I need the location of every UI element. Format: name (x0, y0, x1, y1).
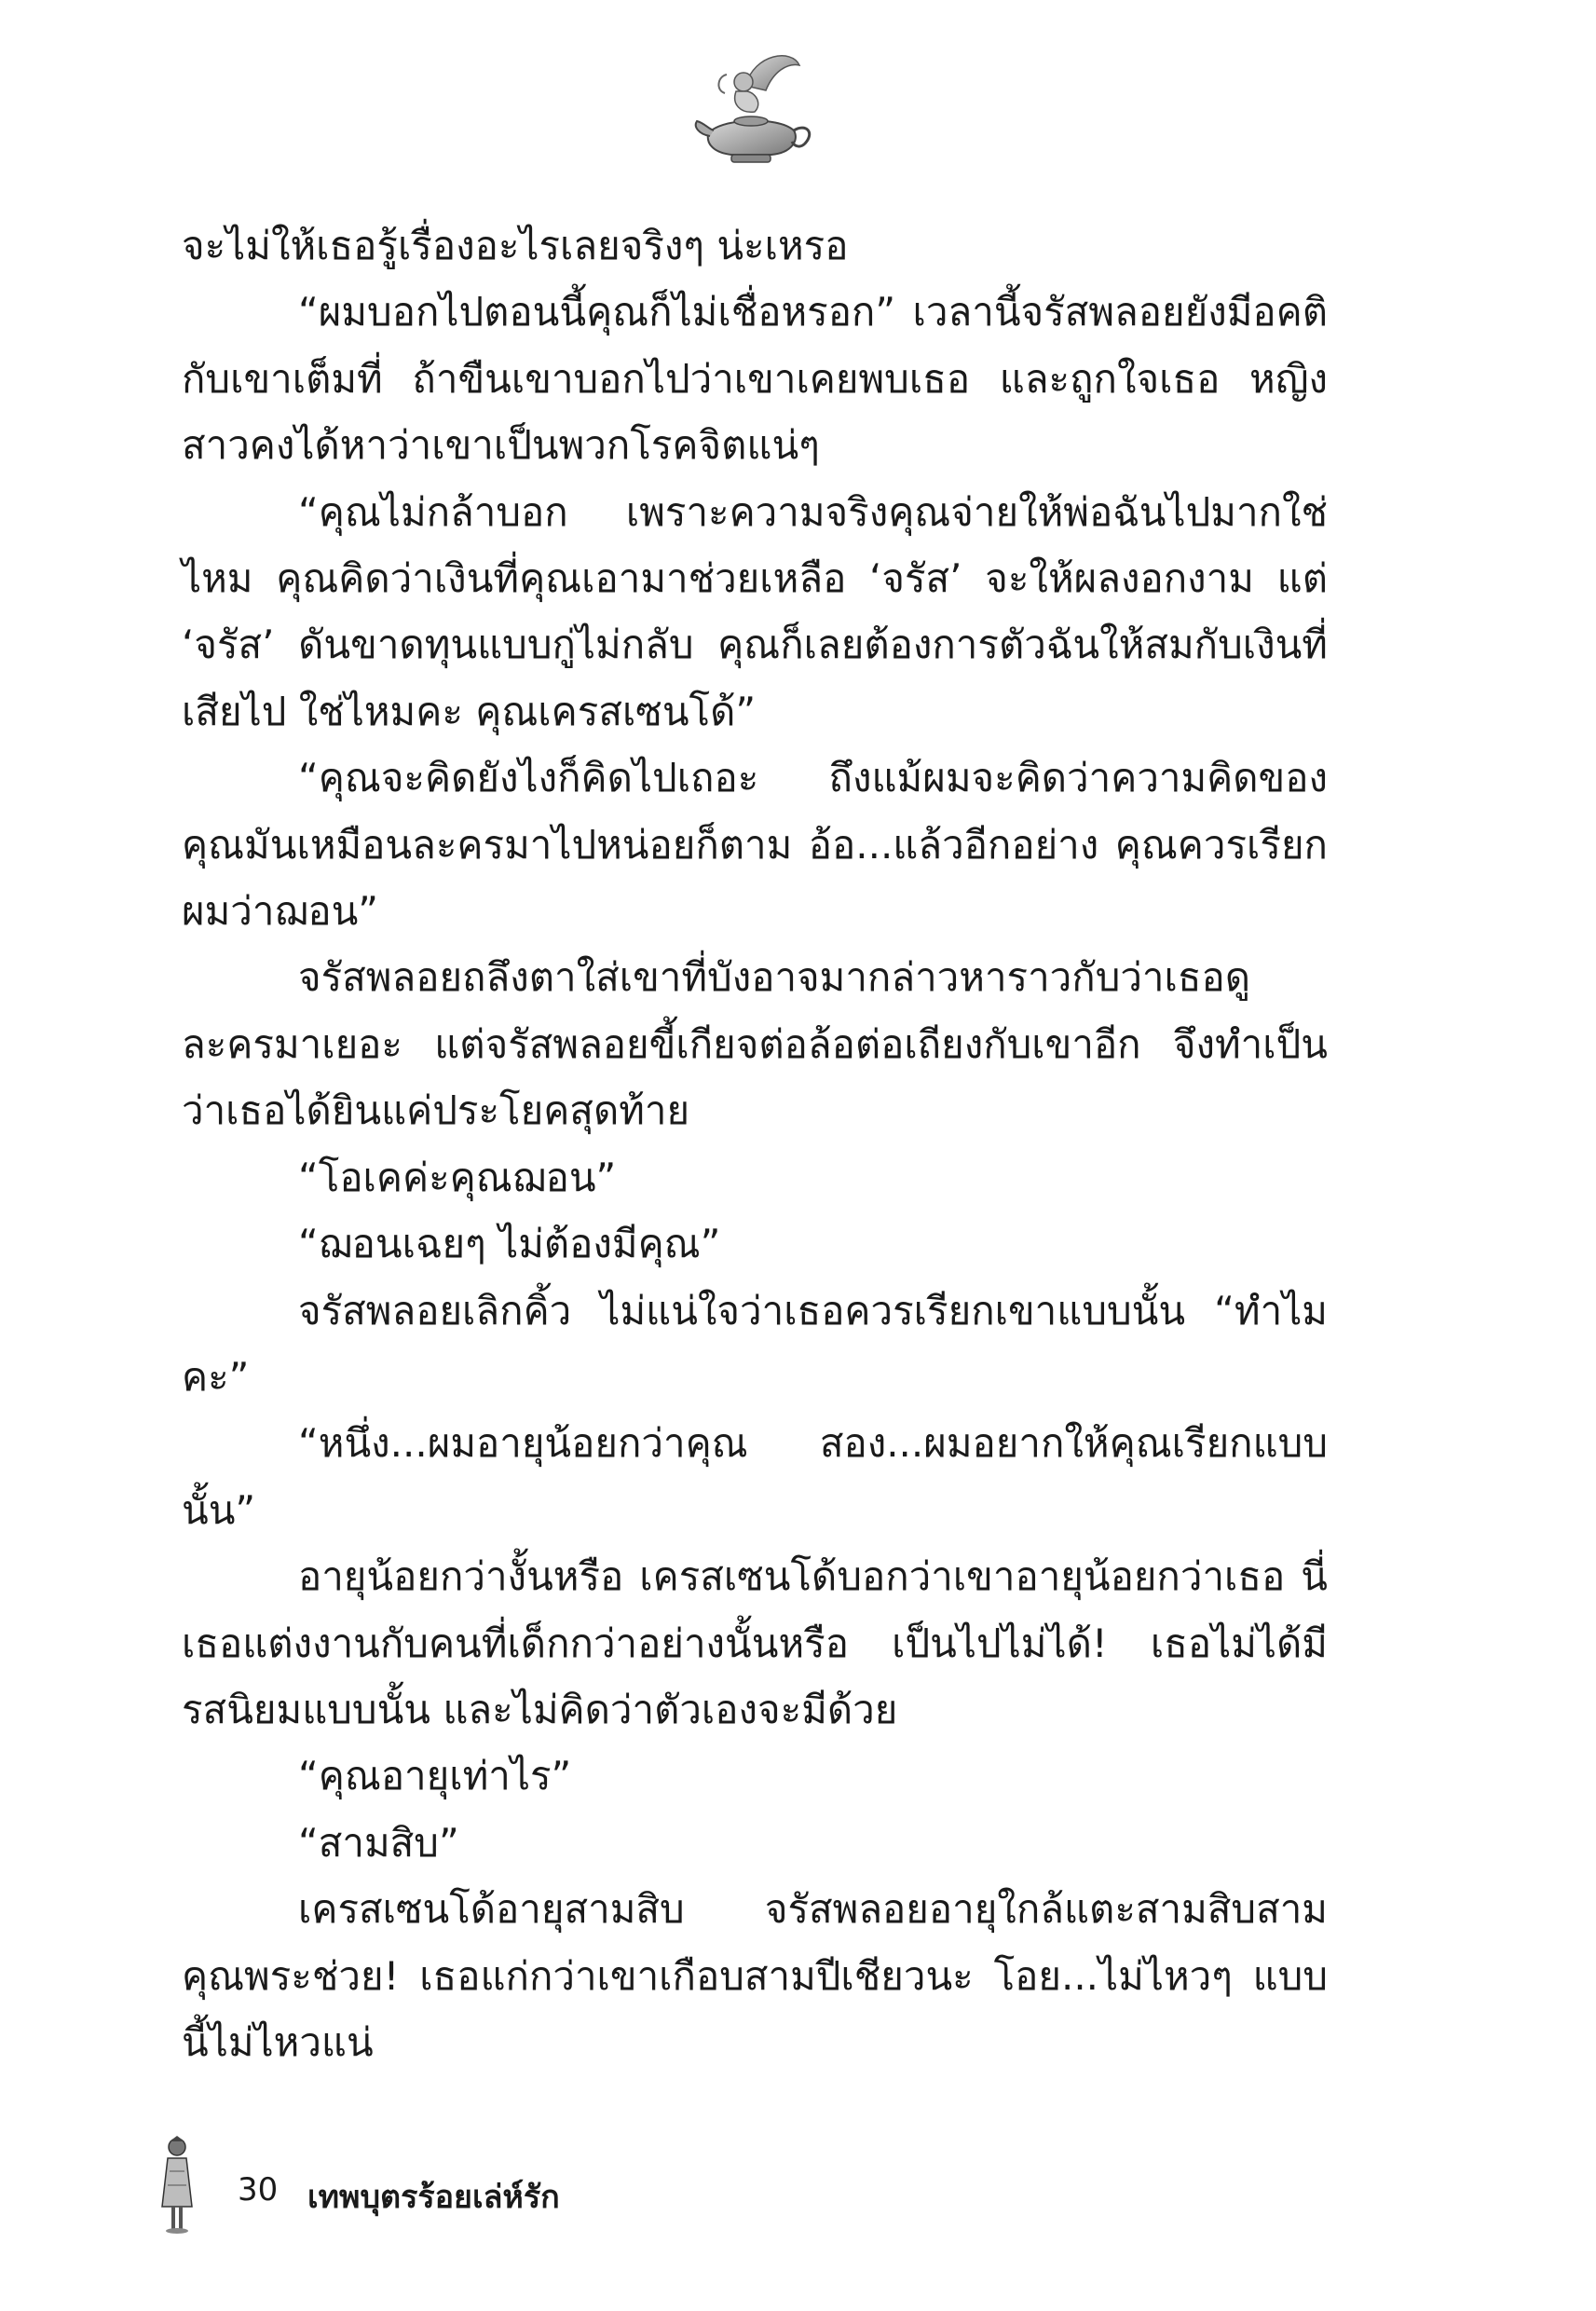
paragraph: “ฌอนเฉยๆ ไม่ต้องมีคุณ” (298, 1221, 721, 1267)
book-title: เทพบุตรร้อยเล่ห์รัก (307, 2179, 560, 2216)
paragraph: จรัสพลอยถลึงตาใส่เขาที่บังอาจมากล่าวหาราวกับว่าเธอดูละครมาเยอะ แต่จรัสพลอยขี้เกียจต่อล้อต่อเถียงกับเขาอีก จึงทำเป็นว่าเธอได้ยินแค่ประโยคสุดท้าย (182, 954, 1328, 1134)
paragraph: อายุน้อยกว่างั้นหรือ เครสเซนโด้บอกว่าเขาอายุน้อยกว่าเธอ นี่เธอแต่งงานกับคนที่เด็กกว่าอย่างนั้นหรือ เป็นไปไม่ได้! เธอไม่ได้มีรสนิยมแบบนั้น และไม่คิดว่าตัวเองจะมีด้วย (182, 1553, 1328, 1732)
page-footer (158, 2134, 811, 2246)
figure-icon (158, 2134, 196, 2236)
page-number: 30 (238, 2171, 279, 2208)
paragraph: เครสเซนโด้อายุสามสิบ จรัสพลอยอายุใกล้แตะสามสิบสาม คุณพระช่วย! เธอแก่กว่าเขาเกือบสามปีเชียวนะ โอย...ไม่ไหวๆ แบบนี้ไม่ไหวแน่ (182, 1886, 1328, 2065)
paragraph: “คุณไม่กล้าบอก เพราะความจริงคุณจ่ายให้พ่อฉันไปมากใช่ไหม คุณคิดว่าเงินที่คุณเอามาช่วยเหลือ ‘จรัส’ จะให้ผลงอกงาม แต่ ‘จรัส’ ดันขาดทุนแบบกู่ไม่กลับ คุณก็เลยต้องการตัวฉันให้สมกับเงินที่เสียไป ใช่ไหมคะ คุณเครสเซนโด้” (182, 488, 1328, 734)
paragraph: “คุณอายุเท่าไร” (298, 1753, 572, 1799)
paragraph: “คุณจะคิดยังไงก็คิดไปเถอะ ถึงแม้ผมจะคิดว่าความคิดของคุณมันเหมือนละครมาไปหน่อยก็ตาม อ้อ...แล้วอีกอย่าง คุณควรเรียกผมว่าฌอน” (182, 755, 1328, 935)
paragraph: “สามสิบ” (298, 1819, 459, 1866)
paragraph: จะไม่ให้เธอรู้เรื่องอะไรเลยจริงๆ น่ะเหรอ (182, 223, 849, 268)
paragraph: “โอเคค่ะคุณฌอน” (298, 1154, 617, 1200)
paragraph: “หนึ่ง...ผมอายุน้อยกว่าคุณ สอง...ผมอยากให้คุณเรียกแบบนั้น” (182, 1420, 1328, 1533)
paragraph: จรัสพลอยเลิกคิ้ว ไม่แน่ใจว่าเธอควรเรียกเขาแบบนั้น “ทำไมคะ” (182, 1287, 1328, 1400)
paragraph: “ผมบอกไปตอนนี้คุณก็ไม่เชื่อหรอก” เวลานี้จรัสพลอยยังมีอคติกับเขาเต็มที่ ถ้าขืนเขาบอกไปว่าเขาเคยพบเธอ และถูกใจเธอ หญิงสาวคงได้หาว่าเขาเป็นพวกโรคจิตแน่ๆ (182, 289, 1328, 469)
cupid-teapot-icon (689, 48, 820, 179)
body-text (182, 212, 1328, 2075)
